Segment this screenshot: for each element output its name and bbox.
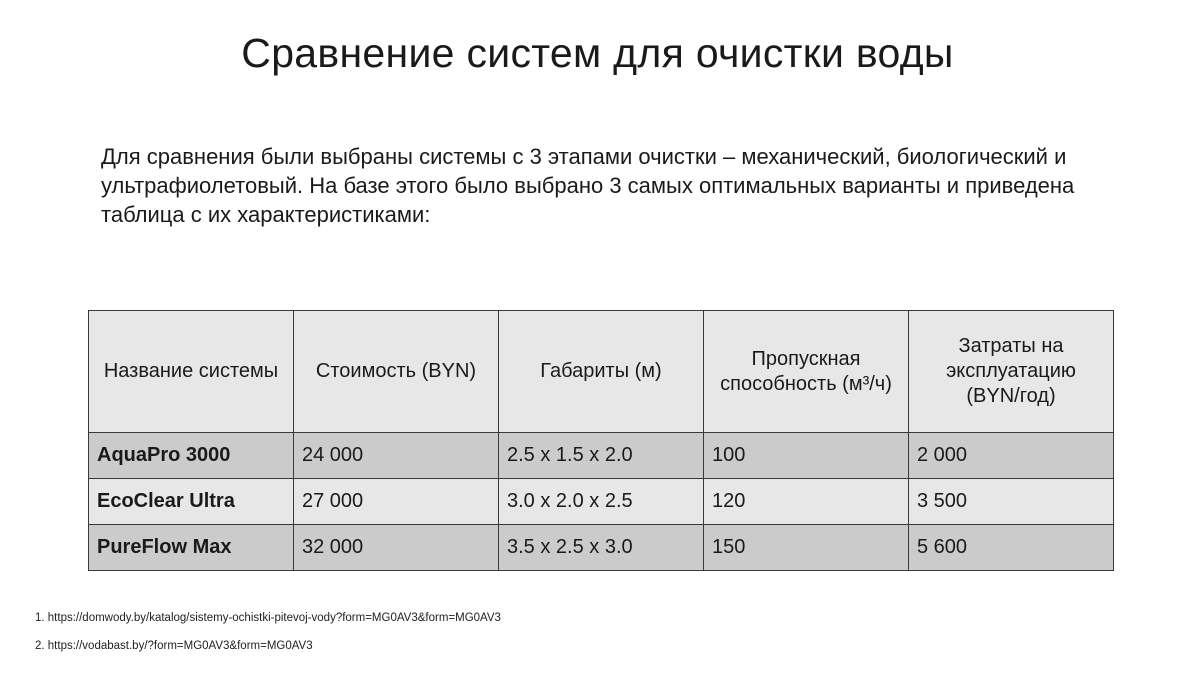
- table-header: [89, 311, 1114, 433]
- cell-operating-cost: 2 000: [909, 433, 1114, 479]
- cell-throughput: 120: [704, 479, 909, 525]
- cell-system-name: PureFlow Max: [89, 525, 294, 571]
- slide-title: Сравнение систем для очистки воды: [241, 30, 954, 76]
- cell-dimensions: 3.5 x 2.5 x 3.0: [499, 525, 704, 571]
- cell-system-name: EcoClear Ultra: [89, 479, 294, 525]
- footnotes: [35, 611, 501, 667]
- table-row: [89, 525, 1114, 571]
- header-cell-dimensions: Габариты (м): [499, 311, 704, 433]
- cell-cost: 24 000: [294, 433, 499, 479]
- header-row: [89, 311, 1114, 433]
- header-cell-throughput: Пропускная способность (м³/ч): [704, 311, 909, 433]
- table-body: [89, 433, 1114, 571]
- cell-operating-cost: 5 600: [909, 525, 1114, 571]
- footnote-link[interactable]: 1. https://domwody.by/katalog/sistemy-ochistki-pitevoj-vody?form=MG0AV3&form=MG0AV3: [35, 612, 501, 624]
- cell-cost: 27 000: [294, 479, 499, 525]
- cell-operating-cost: 3 500: [909, 479, 1114, 525]
- intro-paragraph: Для сравнения были выбраны системы с 3 этапами очистки – механический, биологический и ультрафиолетовый. На базе этого было выбрано 3 самых оптимальных варианты и приведена таблица с их характеристиками:: [101, 144, 1075, 227]
- cell-cost: 32 000: [294, 525, 499, 571]
- cell-throughput: 150: [704, 525, 909, 571]
- table-row: [89, 479, 1114, 525]
- footnote-link[interactable]: 2. https://vodabast.by/?form=MG0AV3&form=MG0AV3: [35, 640, 313, 652]
- cell-system-name: AquaPro 3000: [89, 433, 294, 479]
- header-cell-operating-cost: Затраты на эксплуатацию (BYN/год): [909, 311, 1114, 433]
- comparison-table: [88, 310, 1114, 571]
- cell-dimensions: 2.5 x 1.5 x 2.0: [499, 433, 704, 479]
- cell-dimensions: 3.0 x 2.0 x 2.5: [499, 479, 704, 525]
- table-row: [89, 433, 1114, 479]
- cell-throughput: 100: [704, 433, 909, 479]
- header-cell-cost: Стоимость (BYN): [294, 311, 499, 433]
- header-cell-name: Название системы: [89, 311, 294, 433]
